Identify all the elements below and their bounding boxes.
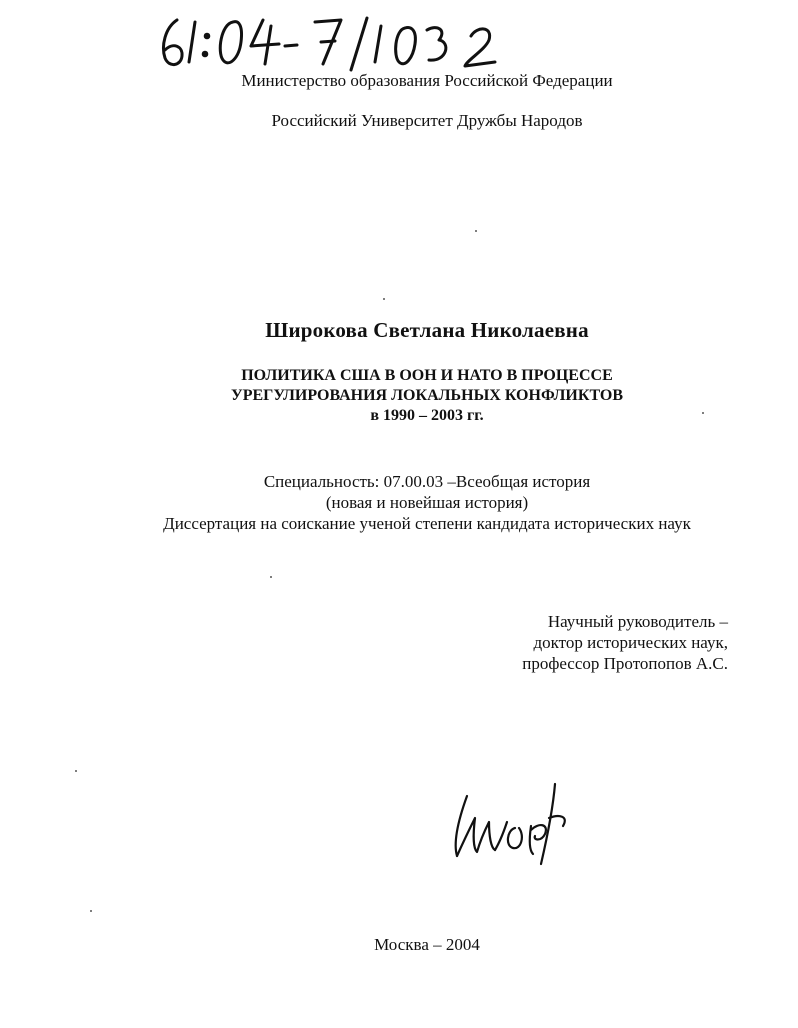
scan-speck <box>702 412 704 414</box>
title-line-1: ПОЛИТИКА США В ООН И НАТО В ПРОЦЕССЕ <box>241 367 613 384</box>
university-name: Российский Университет Дружбы Народов <box>271 111 583 130</box>
scan-speck <box>90 910 92 912</box>
scan-speck <box>383 298 385 300</box>
dissertation-title <box>28 366 798 426</box>
supervisor-name: профессор Протопопов А.С. <box>522 654 728 673</box>
supervisor-degree: доктор исторических наук, <box>533 633 728 652</box>
ministry-name: Министерство образования Российской Федерации <box>241 71 613 90</box>
scan-speck <box>75 770 77 772</box>
author-signature <box>445 778 585 878</box>
specialty-line: Специальность: 07.00.03 –Всеобщая история <box>263 472 591 491</box>
scan-speck <box>475 230 477 232</box>
supervisor-role: Научный руководитель – <box>547 612 728 631</box>
author-name: Широкова Светлана Николаевна <box>265 318 589 342</box>
degree-line: Диссертация на соискание ученой степени кандидата исторических наук <box>163 514 691 533</box>
supervisor-block <box>522 611 728 674</box>
city-year: Москва – 2004 <box>374 935 480 954</box>
title-line-3: в 1990 – 2003 гг. <box>370 407 484 424</box>
handwritten-archive-code <box>155 12 515 74</box>
title-line-2: УРЕГУЛИРОВАНИЯ ЛОКАЛЬНЫХ КОНФЛИКТОВ <box>230 387 624 404</box>
specialty-block <box>28 471 798 534</box>
specialty-subline: (новая и новейшая история) <box>325 493 529 512</box>
scan-speck <box>270 576 272 578</box>
